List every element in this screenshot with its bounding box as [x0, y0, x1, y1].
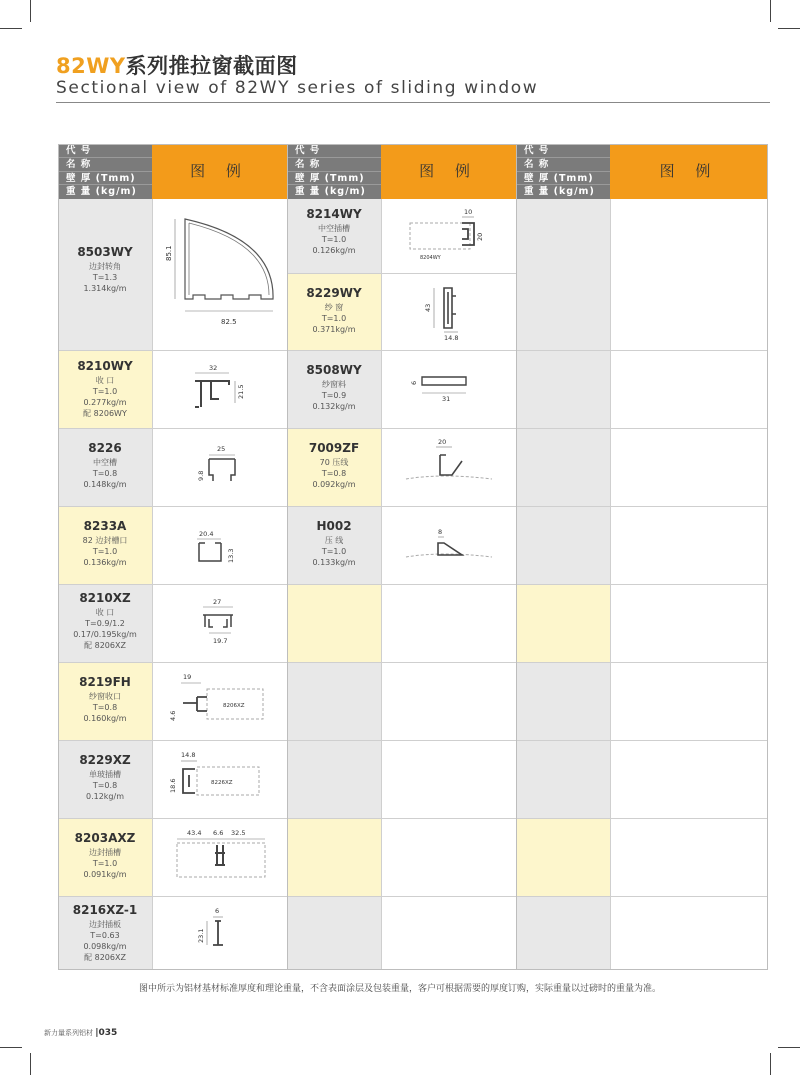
profile-extra: 配 8206WY: [83, 409, 127, 418]
profile-code: 8226: [88, 441, 122, 455]
profile-thickness: T=1.3: [92, 273, 118, 282]
header-figure-label: 图 例: [610, 144, 768, 199]
empty-cell: [516, 897, 610, 970]
dim-label: 82.5: [221, 318, 237, 326]
crop-mark: [770, 1053, 771, 1075]
profile-thickness: T=0.8: [92, 781, 118, 790]
profile-code: H002: [316, 519, 352, 533]
crop-mark: [0, 1047, 22, 1048]
dim-label: 6: [410, 380, 418, 385]
profile-info: [58, 663, 152, 741]
profile-weight: 0.160kg/m: [83, 714, 127, 723]
empty-cell: [516, 351, 610, 429]
section-drawing: [153, 741, 287, 818]
dim-label: 14.8: [444, 334, 459, 342]
section-drawing: [153, 819, 287, 896]
profile-weight: 0.148kg/m: [83, 480, 127, 489]
profile-info: [58, 429, 152, 507]
profile-weight: 0.098kg/m: [83, 942, 127, 951]
profile-name: 70 压线: [319, 458, 349, 467]
profile-name: 纱 窗: [324, 303, 344, 312]
empty-cell: [516, 429, 610, 507]
profile-code: 8219FH: [79, 675, 131, 689]
dim-label: 8206XZ: [223, 703, 245, 709]
section-drawing: [153, 351, 287, 428]
header-name-label: 名 称: [516, 158, 610, 172]
profile-name: 单玻插槽: [89, 770, 121, 779]
profile-code: 8233A: [83, 519, 127, 533]
crop-mark: [778, 28, 800, 29]
crop-mark: [770, 0, 771, 22]
dim-label: 8226XZ: [211, 780, 233, 786]
profile-weight: 0.136kg/m: [83, 558, 127, 567]
dim-label: 4.6: [169, 710, 177, 721]
empty-figure: [610, 199, 768, 351]
profile-thickness: T=1.0: [321, 235, 347, 244]
page-subtitle: Sectional view of 82WY series of sliding window: [56, 78, 539, 98]
dim-label: 13.3: [227, 548, 235, 563]
profile-name: 压 线: [324, 536, 344, 545]
profile-figure: [152, 663, 287, 741]
dim-label: 23.1: [197, 928, 205, 943]
profile-thickness: T=1.0: [92, 547, 118, 556]
profile-info: [287, 351, 381, 429]
profile-extra: 配 8206XZ: [84, 641, 126, 650]
section-drawing: [382, 507, 516, 584]
section-drawing: [153, 429, 287, 506]
empty-figure: [610, 429, 768, 507]
profile-figure: [381, 274, 516, 351]
dim-label: 31: [442, 395, 451, 403]
dim-label: 19.7: [213, 637, 228, 645]
profile-figure: [152, 585, 287, 663]
empty-cell: [516, 819, 610, 897]
dim-label: 32.5: [231, 829, 246, 837]
section-drawing: [382, 274, 516, 350]
header-code-label: 代 号: [287, 144, 381, 158]
series-code: 82WY: [56, 54, 126, 78]
dim-label: 18.6: [169, 778, 177, 793]
profile-figure: [152, 351, 287, 429]
profile-name: 边封插板: [89, 920, 121, 929]
profile-figure: [152, 429, 287, 507]
profile-info: [287, 429, 381, 507]
dim-label: 20: [438, 438, 447, 446]
profile-weight: 0.17/0.195kg/m: [73, 630, 137, 639]
profile-figure: [381, 199, 516, 274]
page-number: 035: [98, 1028, 118, 1038]
dim-label: 10: [464, 208, 473, 216]
profile-code: 8203AXZ: [74, 831, 136, 845]
header-code-label: 代 号: [516, 144, 610, 158]
table-column-2: [287, 144, 516, 970]
profile-weight: 0.091kg/m: [83, 870, 127, 879]
profile-weight: 0.126kg/m: [312, 246, 356, 255]
dim-label: 19: [183, 673, 192, 681]
title-cn-text: 系列推拉窗截面图: [125, 54, 298, 78]
profile-name: 纱窗收口: [89, 692, 121, 701]
profile-name: 中空槽: [93, 458, 117, 467]
page-title: [56, 50, 298, 80]
dim-label: 85.1: [165, 245, 173, 261]
profile-weight: 0.133kg/m: [312, 558, 356, 567]
profile-info: [58, 507, 152, 585]
profile-info: [287, 199, 381, 274]
section-drawing: [382, 199, 516, 273]
profile-weight: 0.12kg/m: [85, 792, 124, 801]
empty-figure: [381, 585, 516, 663]
profile-weight: 0.277kg/m: [83, 398, 127, 407]
column-divider: [516, 144, 517, 970]
crop-mark: [778, 1047, 800, 1048]
profile-info: [287, 274, 381, 351]
empty-figure: [610, 507, 768, 585]
section-drawing: [153, 663, 287, 740]
profile-thickness: T=1.0: [321, 547, 347, 556]
dim-label: 20.4: [199, 530, 214, 538]
profile-figure: [152, 741, 287, 819]
header-figure-label: 图 例: [152, 144, 287, 199]
profile-name: 收 口: [95, 376, 115, 385]
empty-cell: [516, 741, 610, 819]
empty-figure: [610, 819, 768, 897]
profile-name: 边封转角: [89, 262, 121, 271]
header-labels: [58, 144, 152, 199]
profile-weight: 0.132kg/m: [312, 402, 356, 411]
section-drawing: [153, 585, 287, 662]
crop-mark: [30, 0, 31, 22]
header-labels: [287, 144, 381, 199]
profile-code: 8216XZ-1: [72, 903, 138, 917]
header-wall-label: 壁 厚 (Tmm): [58, 172, 152, 186]
profile-info: [58, 351, 152, 429]
profile-info: [287, 507, 381, 585]
dim-label: 8: [438, 528, 443, 536]
profile-thickness: T=1.0: [321, 314, 347, 323]
profile-name: 纱窗料: [322, 380, 346, 389]
section-drawing: [382, 351, 516, 428]
header-labels: [516, 144, 610, 199]
empty-cell: [287, 897, 381, 970]
table-column-3: [516, 144, 768, 970]
profile-info: [58, 199, 152, 351]
header-wall-label: 壁 厚 (Tmm): [287, 172, 381, 186]
empty-cell: [516, 507, 610, 585]
header-name-label: 名 称: [58, 158, 152, 172]
profile-code: 8229XZ: [79, 753, 131, 767]
dim-label: 14.8: [181, 751, 196, 759]
empty-cell: [287, 819, 381, 897]
section-drawing: [153, 897, 287, 969]
profile-weight: 1.314kg/m: [83, 284, 127, 293]
profile-code: 8214WY: [306, 207, 362, 221]
profile-thickness: T=0.8: [92, 703, 118, 712]
profile-figure: [152, 507, 287, 585]
profile-table: [58, 144, 768, 970]
header-name-label: 名 称: [287, 158, 381, 172]
section-drawing: [382, 429, 516, 506]
profile-thickness: T=1.0: [92, 859, 118, 868]
profile-thickness: T=0.8: [92, 469, 118, 478]
empty-figure: [381, 819, 516, 897]
empty-figure: [610, 585, 768, 663]
dim-label: 8204WY: [420, 255, 441, 261]
profile-code: 8508WY: [306, 363, 362, 377]
profile-figure: [152, 199, 287, 351]
section-drawing: [153, 199, 287, 350]
profile-figure: [381, 351, 516, 429]
empty-figure: [610, 663, 768, 741]
profile-name: 边封插槽: [89, 848, 121, 857]
crop-mark: [0, 28, 22, 29]
dim-label: 6: [215, 907, 220, 915]
profile-thickness: T=0.63: [90, 931, 120, 940]
profile-info: [58, 819, 152, 897]
dim-label: 32: [209, 364, 218, 372]
dim-label: 21.5: [237, 384, 245, 399]
empty-cell: [287, 663, 381, 741]
profile-code: 8503WY: [77, 245, 133, 259]
dim-label: 43.4: [187, 829, 202, 837]
empty-figure: [610, 741, 768, 819]
empty-figure: [381, 741, 516, 819]
empty-cell: [287, 741, 381, 819]
header-weight-label: 重 量 (kg/m): [295, 186, 366, 198]
empty-cell: [516, 199, 610, 351]
empty-cell: [516, 585, 610, 663]
footer-brand: 新力量系列铝材: [44, 1029, 93, 1037]
profile-code: 8210WY: [77, 359, 133, 373]
empty-figure: [381, 663, 516, 741]
empty-figure: [381, 897, 516, 970]
section-drawing: [153, 507, 287, 584]
empty-cell: [516, 663, 610, 741]
dim-label: 6.6: [213, 829, 224, 837]
empty-figure: [610, 351, 768, 429]
profile-info: [58, 897, 152, 970]
header-figure-label: 图 例: [381, 144, 516, 199]
profile-extra: 配 8206XZ: [84, 953, 126, 962]
dim-label: 20: [476, 232, 484, 241]
footnote: 图中所示为铝材基材标准厚度和理论重量，不含表面涂层及包装重量，客户可根据需要的厚度订购，实际重量以过磅时的重量为准。: [138, 984, 661, 994]
dim-label: 9.8: [197, 470, 205, 481]
profile-thickness: T=1.0: [92, 387, 118, 396]
profile-name: 收 口: [95, 608, 115, 617]
profile-name: 中空插槽: [318, 224, 350, 233]
profile-weight: 0.092kg/m: [312, 480, 356, 489]
empty-cell: [287, 585, 381, 663]
profile-figure: [381, 507, 516, 585]
dim-label: 27: [213, 598, 222, 606]
profile-figure: [152, 897, 287, 970]
header-weight-label: 重 量 (kg/m): [66, 186, 137, 198]
profile-figure: [381, 429, 516, 507]
profile-thickness: T=0.8: [321, 469, 347, 478]
profile-weight: 0.371kg/m: [312, 325, 356, 334]
column-divider: [287, 144, 288, 970]
empty-figure: [610, 897, 768, 970]
page-footer: 新力量系列铝材 |035: [44, 1028, 118, 1038]
profile-thickness: T=0.9: [321, 391, 347, 400]
dim-label: 43: [424, 303, 432, 312]
profile-info: [58, 585, 152, 663]
header-weight-label: 重 量 (kg/m): [524, 186, 595, 198]
profile-thickness: T=0.9/1.2: [85, 619, 125, 628]
profile-info: [58, 741, 152, 819]
crop-mark: [30, 1053, 31, 1075]
dim-label: 25: [217, 445, 226, 453]
table-column-1: [58, 144, 287, 970]
profile-code: 8229WY: [306, 286, 362, 300]
header-code-label: 代 号: [58, 144, 152, 158]
profile-name: 82 边封槽口: [82, 536, 128, 545]
profile-code: 7009ZF: [308, 441, 360, 455]
title-divider: [56, 102, 770, 103]
profile-code: 8210XZ: [79, 591, 131, 605]
header-wall-label: 壁 厚 (Tmm): [516, 172, 610, 186]
profile-figure: [152, 819, 287, 897]
